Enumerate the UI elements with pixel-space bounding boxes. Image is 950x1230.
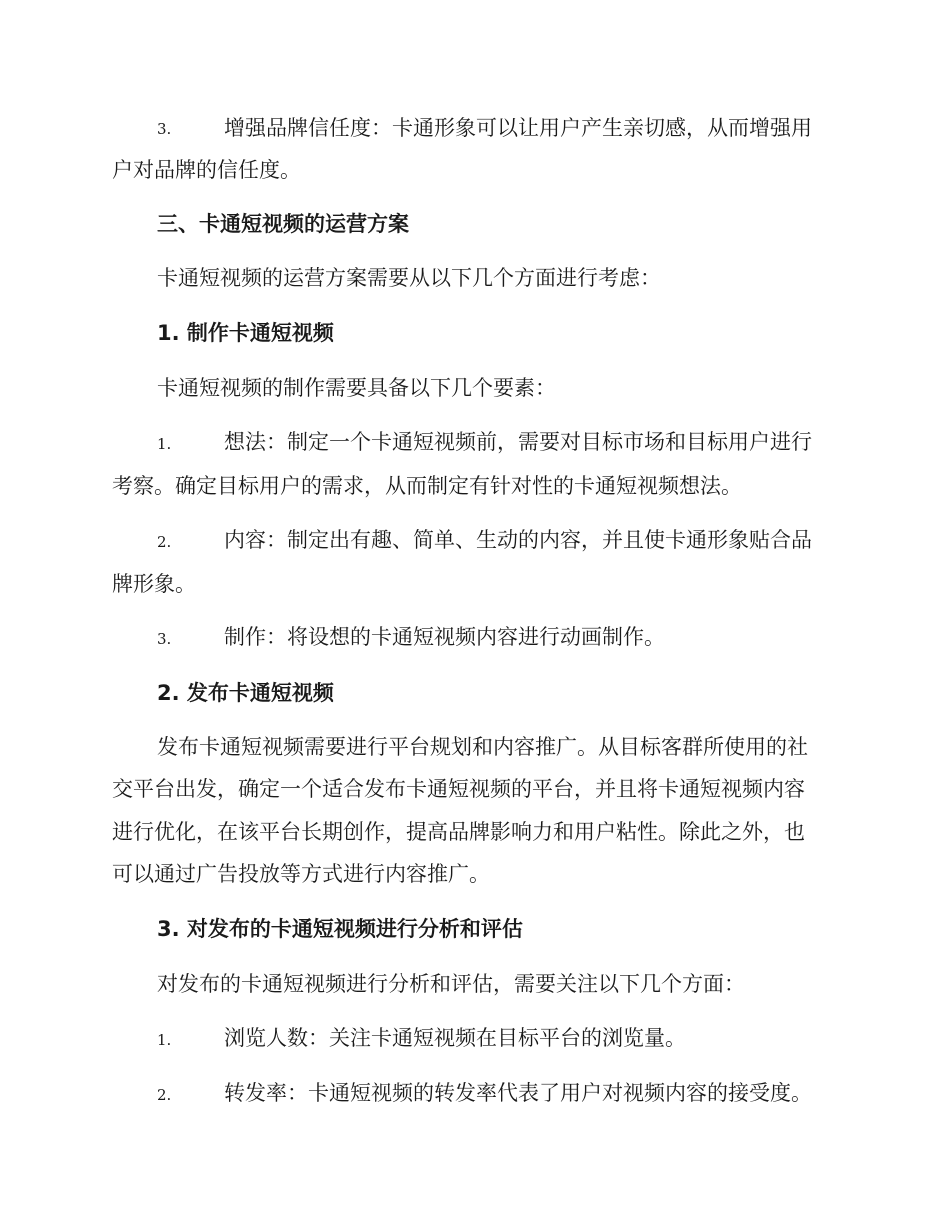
list-item-text: 增强品牌信任度：卡通形象可以让用户产生亲切感，从而增强用 (224, 116, 812, 140)
list-item-number: 3. (157, 120, 172, 138)
subsection-intro: 对发布的卡通短视频进行分析和评估，需要关注以下几个方面： (157, 972, 745, 996)
section-heading: 三、卡通短视频的运营方案 (157, 212, 409, 236)
subsection-heading: 2. 发布卡通短视频 (157, 681, 334, 705)
section-intro: 卡通短视频的运营方案需要从以下几个方面进行考虑： (157, 266, 661, 290)
list-item-text: 制作：将设想的卡通短视频内容进行动画制作。 (224, 625, 665, 649)
list-item-text-continuation: 户对品牌的信任度。 (112, 158, 301, 182)
list-item-number: 2. (157, 1086, 172, 1104)
list-item-text: 内容：制定出有趣、简单、生动的内容，并且使卡通形象贴合品 (224, 528, 812, 552)
list-item-number: 2. (157, 533, 172, 551)
list-item-text-continuation: 牌形象。 (112, 572, 196, 596)
list-item-number: 3. (157, 630, 172, 648)
paragraph-line: 发布卡通短视频需要进行平台规划和内容推广。从目标客群所使用的社 (157, 735, 808, 759)
list-item-text: 转发率：卡通短视频的转发率代表了用户对视频内容的接受度。 (224, 1081, 812, 1105)
subsection-intro: 卡通短视频的制作需要具备以下几个要素： (157, 376, 556, 400)
paragraph-line: 可以通过广告投放等方式进行内容推广。 (112, 862, 490, 886)
list-item-number: 1. (157, 1031, 172, 1049)
paragraph-line: 进行优化，在该平台长期创作，提高品牌影响力和用户粘性。除此之外，也 (112, 820, 805, 844)
subsection-heading: 3. 对发布的卡通短视频进行分析和评估 (157, 917, 523, 941)
list-item-text: 浏览人数：关注卡通短视频在目标平台的浏览量。 (224, 1026, 686, 1050)
paragraph-line: 交平台出发，确定一个适合发布卡通短视频的平台，并且将卡通短视频内容 (112, 777, 805, 801)
list-item-text: 想法：制定一个卡通短视频前，需要对目标市场和目标用户进行 (224, 430, 812, 454)
list-item-number: 1. (157, 435, 172, 453)
list-item-text-continuation: 考察。确定目标用户的需求，从而制定有针对性的卡通短视频想法。 (112, 474, 742, 498)
subsection-heading: 1. 制作卡通短视频 (157, 321, 334, 345)
